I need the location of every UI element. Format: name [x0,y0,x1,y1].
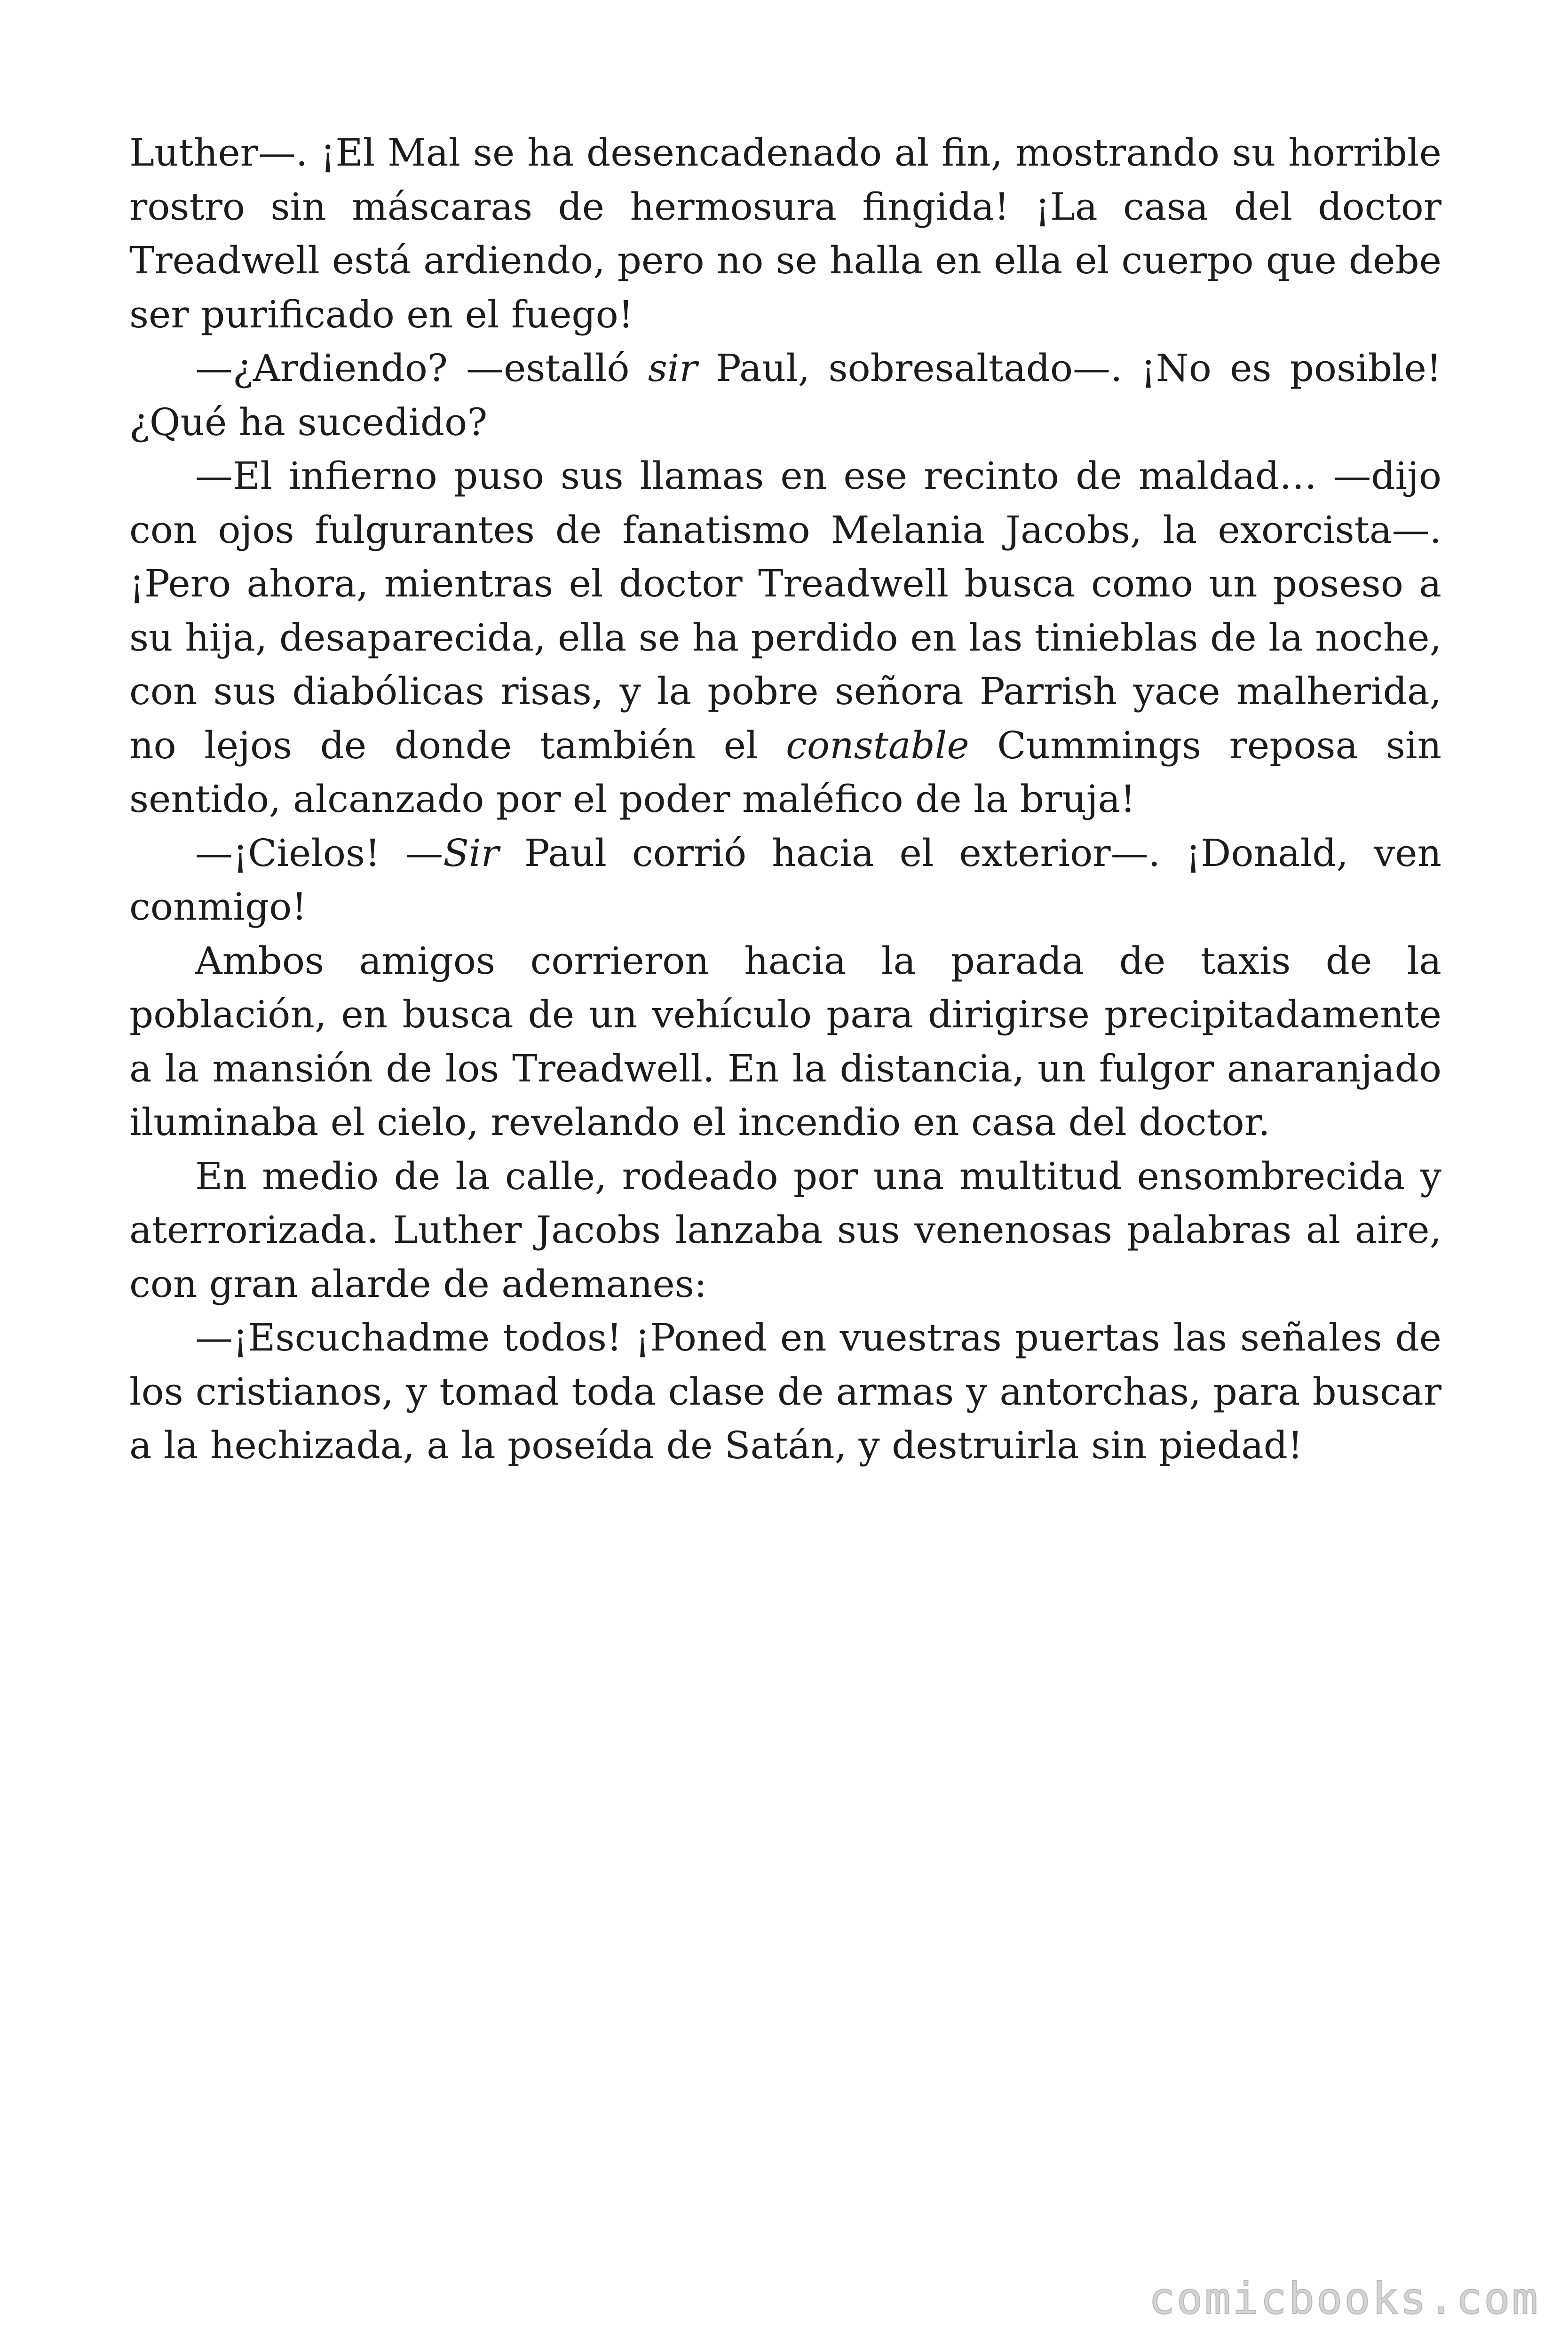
paragraph [129,826,1441,934]
italic-text: constable [786,723,969,767]
italic-text: sir [648,346,697,390]
text-run: Cummings reposa sin sentido, alcanzado por el poder maléfico de la bruja! [129,723,1441,821]
italic-text: Sir [443,831,499,875]
paragraph [129,934,1441,1150]
text-run: —¡Escuchadme todos! ¡Poned en vuestras puertas las señales de los cristianos, y tomad toda clase de armas y antorchas, para buscar a la hechizada, a la poseída de Satán, y destruirla sin piedad! [129,1316,1441,1467]
text-run: Luther—. ¡El Mal se ha desencadenado al fin, mostrando su horrible rostro sin máscaras de hermosura fingida! ¡La casa del doctor Treadwell está ardiendo, pero no se halla en ella el cuerpo que debe ser purificado en el fuego! [129,131,1441,336]
watermark: comicbooks.com [1148,2273,1540,2324]
paragraph [129,126,1441,342]
text-run: Paul, sobresaltado—. ¡No es posible! ¿Qué ha sucedido? [129,346,1441,444]
text-run: Ambos amigos corrieron hacia la parada de taxis de la población, en busca de un vehículo para dirigirse precipitadamente a la mansión de los Treadwell. En la distancia, un fulgor anaranjado iluminaba el cielo, revelando el incendio en casa del doctor. [129,938,1441,1144]
paragraph [129,449,1441,826]
paragraph [129,1311,1441,1473]
text-run: Paul corrió hacia el exterior—. ¡Donald, ven conmigo! [129,831,1441,929]
text-run: En medio de la calle, rodeado por una multitud ensombrecida y aterrorizada. Luther Jacobs lanzaba sus venenosas palabras al aire, con gran alarde de ademanes: [129,1154,1441,1306]
text-run: —¡Cielos! — [195,831,443,875]
paragraph [129,342,1441,449]
text-run: —El infierno puso sus llamas en ese recinto de maldad… —dijo con ojos fulgurantes de fanatismo Melania Jacobs, la exorcista—. ¡Pero ahora, mientras el doctor Treadwell busca como un poseso a su hija, desaparecida, ella se ha perdido en las tinieblas de la noche, con sus diabólicas risas, y la pobre señora Parrish yace malherida, no lejos de donde también el [129,454,1441,767]
text-run: —¿Ardiendo? —estalló [195,346,648,390]
paragraph [129,1150,1441,1311]
body-text [129,126,1441,1473]
